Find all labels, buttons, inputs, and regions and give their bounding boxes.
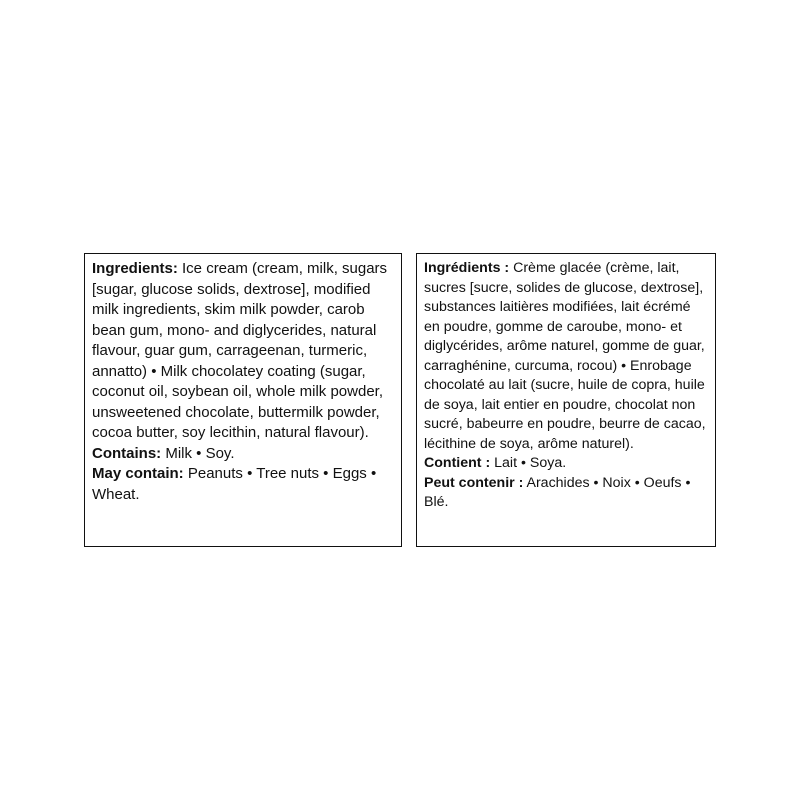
french-ingredients-label: Ingrédients : bbox=[424, 260, 510, 276]
french-may-contain-text: Arachides • Noix • Oeufs • Blé. bbox=[424, 474, 691, 510]
english-may-contain-paragraph bbox=[92, 464, 395, 505]
english-ingredients-label: Ingredients: bbox=[92, 260, 178, 277]
french-ingredients-paragraph bbox=[424, 259, 709, 454]
english-ingredients-panel bbox=[84, 253, 402, 547]
english-contains-paragraph bbox=[92, 444, 395, 465]
french-may-contain-paragraph bbox=[424, 474, 709, 513]
english-ingredients-paragraph bbox=[92, 259, 395, 444]
french-may-contain-label: Peut contenir : bbox=[424, 474, 524, 491]
french-contains-label: Contient : bbox=[424, 455, 491, 471]
english-may-contain-label: May contain: bbox=[92, 465, 184, 482]
french-contains-text: Lait • Soya. bbox=[490, 455, 567, 471]
french-contains-paragraph bbox=[424, 454, 709, 474]
french-ingredients-panel bbox=[416, 253, 716, 547]
french-ingredients-text: Crème glacée (crème, lait, sucres [sucre, solides de glucose, dextrose], substances laitières modifiées, lait écrémé en poudre, gomme de caroube, mono- et diglycérides, arôme naturel, gomme de guar, carraghénine, curcuma, rocou) • Enrobage chocolaté au lait (sucre, huile de copra, huile de soya, lait entier en poudre, chocolat non sucré, babeurre en poudre, beurre de cacao, lécithine de soya, arôme naturel). bbox=[424, 260, 706, 452]
english-may-contain-text: Peanuts • Tree nuts • Eggs • Wheat. bbox=[92, 465, 377, 503]
english-ingredients-text: Ice cream (cream, milk, sugars [sugar, glucose solids, dextrose], modified milk ingredients, skim milk powder, carob bean gum, mono- and diglycerides, natural flavour, guar gum, carrageenan, turmeric, annatto) • Milk chocolatey coating (sugar, coconut oil, soybean oil, whole milk powder, unsweetened chocolate, buttermilk powder, cocoa butter, soy lecithin, natural flavour). bbox=[92, 260, 388, 441]
english-contains-text: Milk • Soy. bbox=[161, 444, 235, 462]
english-contains-label: Contains: bbox=[92, 444, 162, 462]
